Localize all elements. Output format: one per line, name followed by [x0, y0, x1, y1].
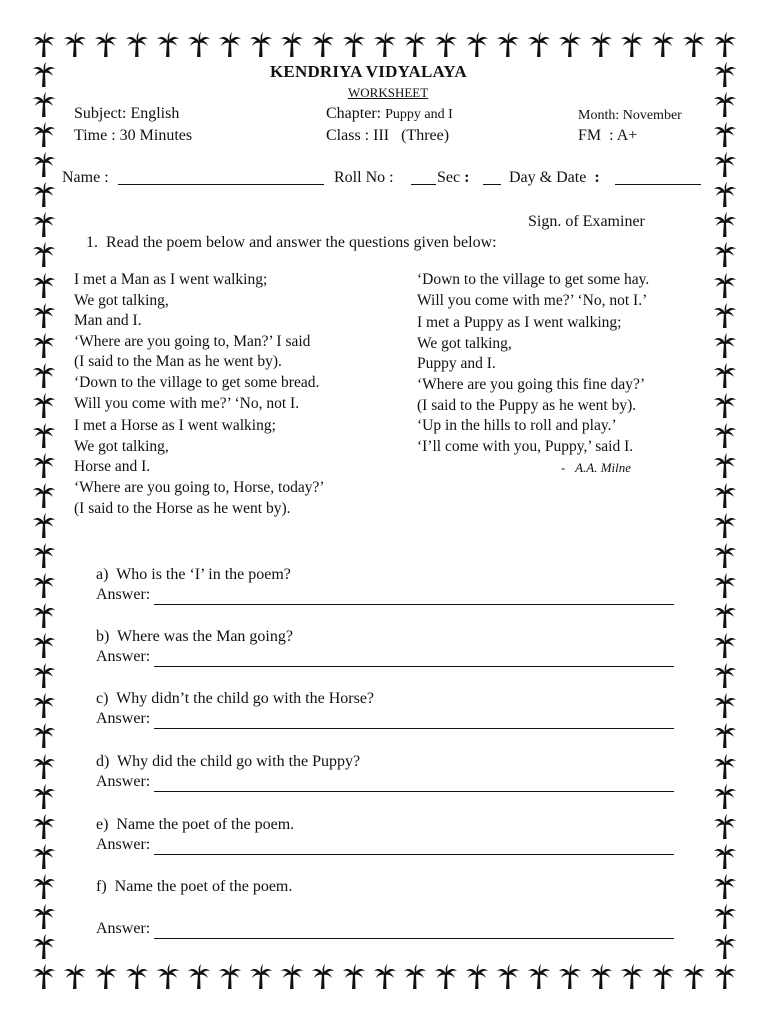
poem-line: Man and I.	[74, 312, 142, 330]
question-block	[96, 689, 674, 729]
answer-row	[96, 709, 674, 729]
palm-tree-icon	[280, 964, 304, 990]
palm-tree-icon	[713, 874, 737, 900]
question-block	[96, 877, 674, 939]
poem-stanza	[417, 313, 649, 457]
poem-line: I met a Puppy as I went walking;	[417, 314, 622, 332]
palm-tree-icon	[32, 273, 56, 299]
palm-tree-icon	[373, 32, 397, 58]
answer-label: Answer:	[96, 648, 151, 665]
palm-tree-icon	[589, 964, 613, 990]
instruction: 1. Read the poem below and answer the questions given below:	[86, 234, 497, 251]
name-label: Name :	[62, 169, 109, 186]
palm-tree-icon	[651, 32, 675, 58]
palm-tree-icon	[32, 603, 56, 629]
chapter-label: Chapter:	[326, 105, 382, 122]
palm-tree-icon	[713, 423, 737, 449]
poem-line: Will you come with me?’ ‘No, not I.’	[417, 291, 648, 309]
poem-stanza	[74, 416, 325, 519]
question-text: a) Who is the ‘I’ in the poem?	[96, 566, 291, 583]
palm-tree-icon	[713, 693, 737, 719]
palm-tree-icon	[32, 814, 56, 840]
question-text: e) Name the poet of the poem.	[96, 816, 295, 833]
palm-tree-icon	[32, 62, 56, 88]
poem-line: ‘Where are you going this fine day?’	[417, 375, 646, 393]
palm-tree-icon	[32, 483, 56, 509]
palm-tree-icon	[32, 663, 56, 689]
palm-tree-icon	[713, 723, 737, 749]
answer-row	[96, 772, 674, 792]
palm-tree-icon	[342, 964, 366, 990]
poem-left-column	[74, 270, 325, 519]
roll-blank[interactable]	[411, 184, 436, 185]
subject: Subject: English	[74, 105, 180, 122]
palm-tree-icon	[187, 964, 211, 990]
palm-tree-icon	[713, 603, 737, 629]
palm-tree-icon	[713, 934, 737, 960]
palm-tree-icon	[527, 964, 551, 990]
palm-tree-icon	[32, 363, 56, 389]
question-text: b) Where was the Man going?	[96, 628, 293, 645]
answer-line[interactable]	[154, 840, 674, 855]
poem-right-column	[417, 270, 649, 457]
answer-label: Answer:	[96, 920, 151, 937]
question-text: c) Why didn’t the child go with the Horse?	[96, 690, 375, 707]
answer-label: Answer:	[96, 836, 151, 853]
date-text: Day & Date	[509, 169, 587, 186]
palm-tree-icon	[156, 32, 180, 58]
palm-tree-icon	[713, 393, 737, 419]
palm-tree-icon	[620, 964, 644, 990]
answer-line[interactable]	[154, 777, 674, 792]
palm-tree-icon	[713, 32, 737, 58]
poem-line: I met a Man as I went walking;	[74, 271, 268, 288]
poem-line: (I said to the Puppy as he went by).	[417, 396, 637, 414]
full-marks: FM : A+	[578, 127, 638, 144]
palm-tree-icon	[32, 333, 56, 359]
sec-label: Sec :	[437, 169, 470, 186]
palm-tree-icon	[713, 273, 737, 299]
palm-tree-icon	[280, 32, 304, 58]
poem-line: ‘Where are you going to, Horse, today?’	[74, 478, 325, 496]
palm-tree-icon	[32, 693, 56, 719]
palm-tree-icon	[558, 964, 582, 990]
palm-tree-icon	[403, 964, 427, 990]
palm-tree-icon	[713, 182, 737, 208]
palm-tree-icon	[32, 152, 56, 178]
palm-tree-icon	[713, 754, 737, 780]
palm-tree-icon	[713, 573, 737, 599]
palm-tree-icon	[713, 483, 737, 509]
poem-line: I met a Horse as I went walking;	[74, 417, 276, 435]
palm-tree-icon	[32, 453, 56, 479]
palm-tree-icon	[713, 333, 737, 359]
answer-label: Answer:	[96, 586, 151, 603]
poem-line: Will you come with me?’ ‘No, not I.	[74, 394, 300, 412]
palm-tree-icon	[713, 152, 737, 178]
palm-tree-icon	[713, 814, 737, 840]
poem-line: Horse and I.	[74, 458, 151, 476]
palm-tree-icon	[32, 122, 56, 148]
question-text: f) Name the poet of the poem.	[96, 878, 293, 895]
poem-line: We got talking,	[417, 334, 512, 352]
author-name: A.A. Milne	[575, 460, 632, 475]
palm-tree-icon	[311, 32, 335, 58]
question-text: d) Why did the child go with the Puppy?	[96, 753, 361, 770]
palm-tree-icon	[713, 242, 737, 268]
palm-tree-icon	[63, 32, 87, 58]
poem-stanza	[417, 270, 649, 311]
poem-line: ‘I’ll come with you, Puppy,’ said I.	[417, 437, 634, 455]
palm-tree-icon	[32, 32, 56, 58]
palm-tree-icon	[32, 964, 56, 990]
palm-tree-icon	[32, 242, 56, 268]
palm-tree-icon	[32, 754, 56, 780]
palm-tree-icon	[32, 844, 56, 870]
poem-author	[561, 459, 631, 477]
palm-tree-icon	[713, 663, 737, 689]
palm-tree-icon	[32, 904, 56, 930]
answer-label: Answer:	[96, 773, 151, 790]
palm-tree-icon	[32, 874, 56, 900]
palm-tree-icon	[713, 122, 737, 148]
palm-tree-icon	[713, 92, 737, 118]
poem-line: We got talking,	[74, 437, 169, 455]
palm-tree-icon	[32, 92, 56, 118]
answer-line[interactable]	[154, 714, 674, 729]
palm-tree-icon	[32, 784, 56, 810]
palm-tree-icon	[249, 32, 273, 58]
answer-row	[96, 919, 674, 939]
palm-tree-icon	[125, 32, 149, 58]
palm-tree-icon	[713, 212, 737, 238]
sec-blank[interactable]	[483, 184, 501, 185]
palm-tree-icon	[527, 32, 551, 58]
worksheet-label: WORKSHEET	[348, 85, 429, 100]
chapter-name: Puppy and I	[385, 107, 453, 122]
chapter	[326, 105, 453, 124]
answer-row	[96, 835, 674, 855]
palm-tree-icon	[465, 32, 489, 58]
palm-tree-icon	[403, 32, 427, 58]
answer-line[interactable]	[154, 924, 674, 939]
palm-tree-icon	[32, 393, 56, 419]
answer-row	[96, 647, 674, 667]
date-label: Day & Date :	[509, 169, 600, 186]
palm-tree-icon	[311, 964, 335, 990]
poem-line: ‘Down to the village to get some hay.	[417, 271, 650, 288]
poem-stanza	[74, 270, 325, 414]
class: Class : III (Three)	[326, 127, 450, 144]
palm-tree-icon	[713, 964, 737, 990]
palm-tree-icon	[94, 964, 118, 990]
answer-line[interactable]	[154, 590, 674, 605]
palm-tree-icon	[218, 32, 242, 58]
palm-tree-icon	[94, 32, 118, 58]
poem-line: Puppy and I.	[417, 355, 496, 373]
palm-tree-icon	[713, 513, 737, 539]
answer-row	[96, 585, 674, 605]
palm-tree-icon	[63, 964, 87, 990]
palm-tree-icon	[713, 784, 737, 810]
palm-tree-icon	[558, 32, 582, 58]
poem-line: ‘Where are you going to, Man?’ I said	[74, 332, 311, 350]
question-block	[96, 565, 674, 605]
palm-tree-icon	[32, 182, 56, 208]
palm-tree-icon	[32, 934, 56, 960]
palm-tree-icon	[713, 62, 737, 88]
palm-tree-icon	[32, 573, 56, 599]
palm-tree-icon	[682, 964, 706, 990]
palm-tree-icon	[496, 32, 520, 58]
palm-tree-icon	[32, 543, 56, 569]
palm-tree-icon	[32, 633, 56, 659]
palm-tree-icon	[496, 964, 520, 990]
palm-tree-icon	[589, 32, 613, 58]
palm-tree-icon	[32, 723, 56, 749]
palm-tree-icon	[682, 32, 706, 58]
palm-tree-icon	[434, 964, 458, 990]
question-block	[96, 752, 674, 792]
name-blank[interactable]	[118, 184, 324, 185]
palm-tree-icon	[156, 964, 180, 990]
question-block	[96, 815, 674, 855]
palm-tree-icon	[465, 964, 489, 990]
palm-tree-icon	[32, 212, 56, 238]
palm-tree-icon	[32, 303, 56, 329]
palm-tree-icon	[713, 363, 737, 389]
poem-line: (I said to the Horse as he went by).	[74, 499, 291, 517]
author-dash: -	[561, 460, 566, 475]
school-title: KENDRIYA VIDYALAYA	[270, 62, 467, 81]
palm-tree-icon	[373, 964, 397, 990]
time: Time : 30 Minutes	[74, 127, 193, 144]
sec-text: Sec	[437, 169, 461, 186]
poem-line: ‘Up in the hills to roll and play.’	[417, 417, 617, 435]
examiner-signature-label: Sign. of Examiner	[528, 213, 645, 230]
palm-tree-icon	[218, 964, 242, 990]
date-blank[interactable]	[615, 184, 701, 185]
answer-line[interactable]	[154, 652, 674, 667]
palm-tree-icon	[713, 303, 737, 329]
palm-tree-icon	[342, 32, 366, 58]
poem-line: We got talking,	[74, 291, 169, 309]
palm-tree-icon	[651, 964, 675, 990]
palm-tree-icon	[249, 964, 273, 990]
palm-tree-icon	[713, 904, 737, 930]
palm-tree-icon	[620, 32, 644, 58]
question-block	[96, 627, 674, 667]
palm-tree-icon	[713, 844, 737, 870]
palm-tree-icon	[713, 633, 737, 659]
palm-tree-icon	[434, 32, 458, 58]
palm-tree-icon	[32, 513, 56, 539]
poem-line: ‘Down to the village to get some bread.	[74, 373, 320, 391]
roll-label: Roll No :	[334, 169, 394, 186]
poem-line: (I said to the Man as he went by).	[74, 353, 282, 371]
month: Month: November	[578, 108, 682, 123]
palm-tree-icon	[32, 423, 56, 449]
palm-tree-icon	[125, 964, 149, 990]
palm-tree-icon	[713, 453, 737, 479]
answer-label: Answer:	[96, 710, 151, 727]
palm-tree-icon	[713, 543, 737, 569]
palm-tree-icon	[187, 32, 211, 58]
